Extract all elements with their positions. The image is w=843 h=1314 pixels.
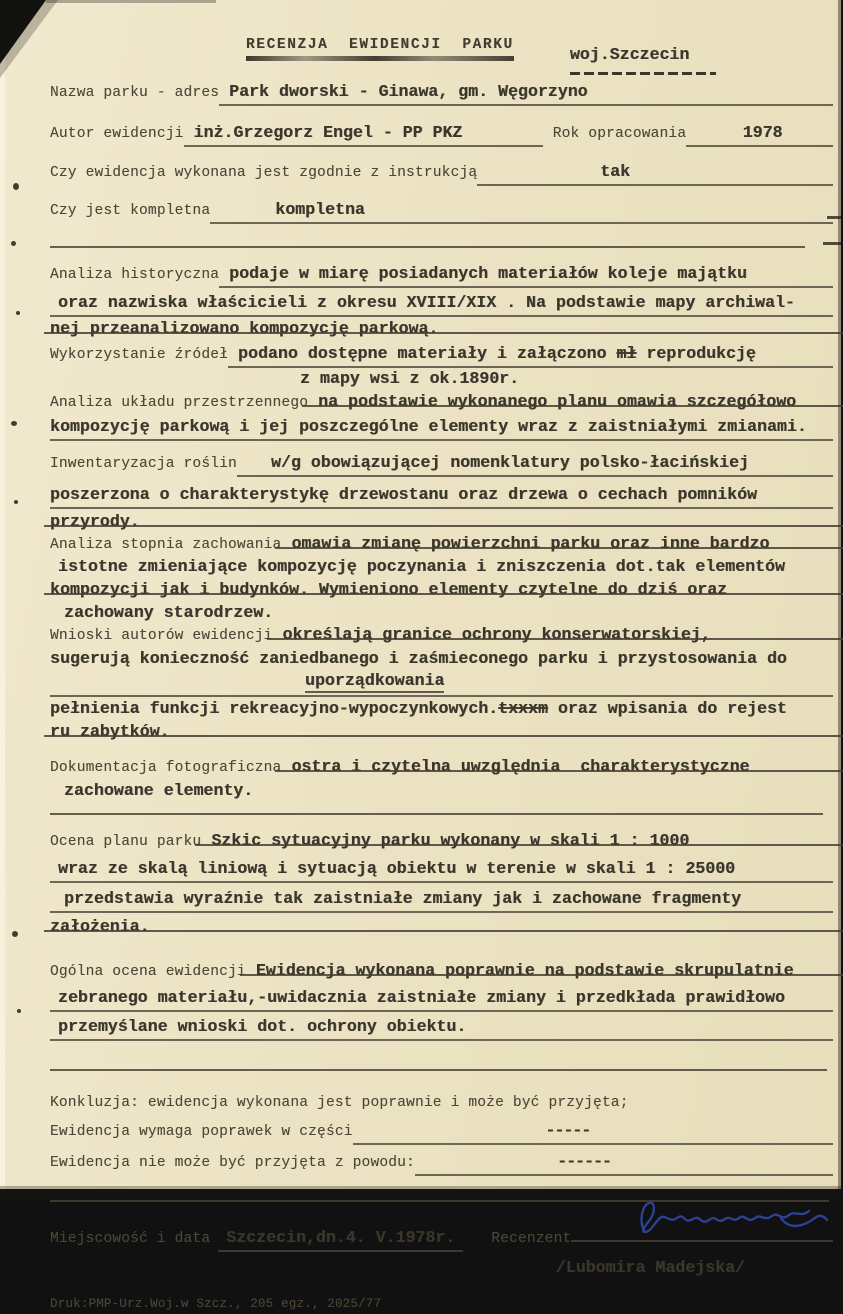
section-overall-line xyxy=(50,988,833,1012)
section-plan-line xyxy=(50,889,833,913)
field-value: 1978 xyxy=(742,123,783,142)
field-label: Autor ewidencji xyxy=(50,126,184,142)
section-text: zebranego materiału,-uwidacznia zaistniałe zmiany i przedkłada prawidłowo xyxy=(58,988,785,1007)
section-text-struck: założenia. xyxy=(50,917,150,936)
section-spatial xyxy=(50,392,833,414)
field-value: kompletna xyxy=(275,200,365,219)
field-instruction xyxy=(50,162,833,186)
section-text: z mapy wsi z ok.1890r. xyxy=(300,369,520,388)
inserted-word: uporządkowania xyxy=(305,671,444,693)
conclusion-rejection xyxy=(50,1152,833,1176)
section-plants xyxy=(50,453,833,477)
field-label: Czy jest kompletna xyxy=(50,203,211,219)
field-label: Recenzent xyxy=(491,1231,572,1247)
field-label: Ewidencja nie może być przyjęta z powodu: xyxy=(50,1155,415,1171)
section-sources-line xyxy=(50,369,833,391)
section-author-conclusions-line-struck xyxy=(50,722,833,744)
section-historical-line xyxy=(50,293,833,317)
section-historical-line-struck xyxy=(50,319,833,341)
section-label: Analiza historyczna xyxy=(50,267,220,283)
field-complete xyxy=(50,200,833,224)
section-text: zachowane elementy. xyxy=(64,781,254,800)
reviewer-typed-name: /Lubomira Madejska/ xyxy=(555,1258,745,1277)
title-bar xyxy=(50,34,833,75)
field-value: ------ xyxy=(557,1152,611,1171)
section-author-conclusions xyxy=(50,625,833,647)
section-text-struck: nej przeanalizowano kompozycję parkową. xyxy=(50,319,439,338)
section-text: poszerzona o charakterystykę drzewostanu oraz drzewa o cechach pomników xyxy=(50,485,758,504)
section-text-struck: określają granice ochrony konserwatorskiej, xyxy=(282,625,711,644)
section-text-struck: omawia zmianę powierzchni parku oraz inne bardzo xyxy=(291,534,770,553)
voivodeship-block xyxy=(570,45,716,75)
section-plants-line-struck xyxy=(50,512,833,534)
field-author-year xyxy=(50,123,833,147)
section-preservation-line-struck xyxy=(50,580,833,602)
section-text: sugerują konieczność zaniedbanego i zaśmieconego parku i przystosowania do xyxy=(50,649,787,668)
section-text-struck: txxxm xyxy=(498,699,548,718)
field-value: tak xyxy=(600,162,631,181)
section-historical xyxy=(50,264,833,288)
section-plan xyxy=(50,831,833,853)
section-text-struck: na podstawie wykonanego planu omawia szczegółowo xyxy=(318,392,797,411)
section-text: przemyślane wnioski dot. ochrony obiektu. xyxy=(58,1017,467,1036)
section-photo xyxy=(50,757,833,779)
section-overall xyxy=(50,961,833,983)
section-sources xyxy=(50,344,833,368)
field-label: Miejscowość i data xyxy=(50,1231,211,1247)
paper-left-edge xyxy=(0,0,5,1199)
footer-place-date xyxy=(50,1218,833,1252)
section-label: Dokumentacja fotograficzna xyxy=(50,760,282,776)
section-text: podaje w miarę posiadanych materiałów koleje majątku xyxy=(229,264,747,283)
section-label: Wykorzystanie źródeł xyxy=(50,347,229,363)
section-plants-line xyxy=(50,485,833,509)
section-text: wraz ze skalą liniową i sytuacją obiektu w terenie w skali 1 : 25000 xyxy=(58,859,736,878)
section-text-struck: ostra i czytelna uwzględnia charakterystyczne xyxy=(291,757,750,776)
section-label: Analiza stopnia zachowania xyxy=(50,537,282,553)
title-underline xyxy=(246,56,514,61)
section-author-conclusions-line xyxy=(50,649,833,671)
section-label: Ocena planu parku xyxy=(50,834,202,850)
field-label: Rok opracowania xyxy=(552,126,687,142)
section-text: pełnienia funkcji rekreacyjno-wypoczynkowych. xyxy=(50,699,499,718)
ink-speck xyxy=(13,183,19,190)
section-divider xyxy=(50,813,823,815)
signature-area xyxy=(571,1218,833,1242)
section-text: kompozycję parkową i jej poszczególne elementy wraz z zaistniałymi zmianami. xyxy=(50,417,807,436)
field-label: Ewidencja wymaga poprawek w części xyxy=(50,1124,353,1140)
conclusion-corrections xyxy=(50,1121,833,1145)
ink-speck xyxy=(11,241,16,246)
section-text-struck: przyrody. xyxy=(50,512,140,531)
section-plan-line-struck xyxy=(50,917,833,939)
section-text: podano dostępne materiały i załączono xyxy=(238,344,617,363)
section-preservation-line xyxy=(50,603,833,625)
section-text: oraz nazwiska właścicieli z okresu XVIII/XIX . Na podstawie mapy archiwal- xyxy=(58,293,795,312)
section-label: Ogólna ocena ewidencji xyxy=(50,964,246,980)
section-author-conclusions-insert xyxy=(50,671,833,697)
section-overall-line xyxy=(50,1017,833,1041)
footer-reviewer-name xyxy=(50,1258,833,1278)
section-text: istotne zmieniające kompozycję poczynania i zniszczenia dot.tak elementów xyxy=(58,557,785,576)
conclusion-text: Konkluzja: ewidencja wykonana jest poprawnie i może być przyjęta; xyxy=(50,1095,629,1111)
voivodeship-underline xyxy=(570,72,716,75)
section-preservation-line xyxy=(50,557,833,579)
footer-print-info xyxy=(50,1294,833,1314)
ink-speck xyxy=(11,421,17,426)
field-value: Park dworski - Ginawa, gm. Węgorzyno xyxy=(229,82,588,101)
section-text: reprodukcję xyxy=(636,344,756,363)
section-text-struck: mł xyxy=(616,344,637,363)
section-plan-line xyxy=(50,859,833,883)
field-value: inż.Grzegorz Engel - PP PKZ xyxy=(193,123,463,142)
print-info: Druk:PMP-Urz.Woj.w Szcz., 205 egz., 2025/77 xyxy=(50,1297,382,1311)
paper-right-edge xyxy=(838,0,841,1199)
section-text-struck: kompozycji jak i budynków. Wymieniono elementy czytelne do dziś oraz xyxy=(50,580,728,599)
field-park-name xyxy=(50,82,833,106)
section-label: Inwentaryzacja roślin xyxy=(50,456,237,472)
section-text-struck: Ewidencja wykonana poprawnie na podstawie skrupulatnie xyxy=(255,961,794,980)
ink-speck xyxy=(14,500,18,504)
section-text: oraz wpisania do rejest xyxy=(547,699,787,718)
section-label: Analiza układu przestrzennego xyxy=(50,395,309,411)
scan-top-smudge xyxy=(46,0,216,3)
section-text-struck: ru zabytków. xyxy=(50,722,170,741)
ink-speck xyxy=(17,1009,21,1013)
title-block xyxy=(246,34,514,61)
section-text: przedstawia wyraźnie tak zaistniałe zmiany jak i zachowane fragmenty xyxy=(64,889,742,908)
ink-speck xyxy=(16,311,20,315)
section-divider xyxy=(50,1069,827,1071)
section-text: w/g obowiązującej nomenklatury polsko-łacińskiej xyxy=(270,453,749,472)
section-spatial-line xyxy=(50,417,833,441)
section-text: zachowany starodrzew. xyxy=(64,603,274,622)
signature-handwritten xyxy=(631,1194,841,1240)
section-divider xyxy=(50,246,805,248)
section-preservation xyxy=(50,534,833,556)
field-value: Szczecin,dn.4. V.1978r. xyxy=(218,1228,463,1252)
conclusion-main xyxy=(50,1093,833,1113)
section-photo-line xyxy=(50,781,833,803)
ink-speck xyxy=(12,931,18,937)
section-text-struck: Szkic sytuacyjny parku wykonany w skali 1 : 1000 xyxy=(211,831,690,850)
section-label: Wnioski autorów ewidencji xyxy=(50,628,273,644)
section-author-conclusions-line xyxy=(50,699,833,721)
voivodeship: woj.Szczecin xyxy=(569,45,690,64)
page-title: RECENZJA EWIDENCJI PARKU xyxy=(246,37,514,53)
field-value: ----- xyxy=(545,1121,591,1140)
field-label: Nazwa parku - adres xyxy=(50,85,220,101)
field-label: Czy ewidencja wykonana jest zgodnie z instrukcją xyxy=(50,165,478,181)
